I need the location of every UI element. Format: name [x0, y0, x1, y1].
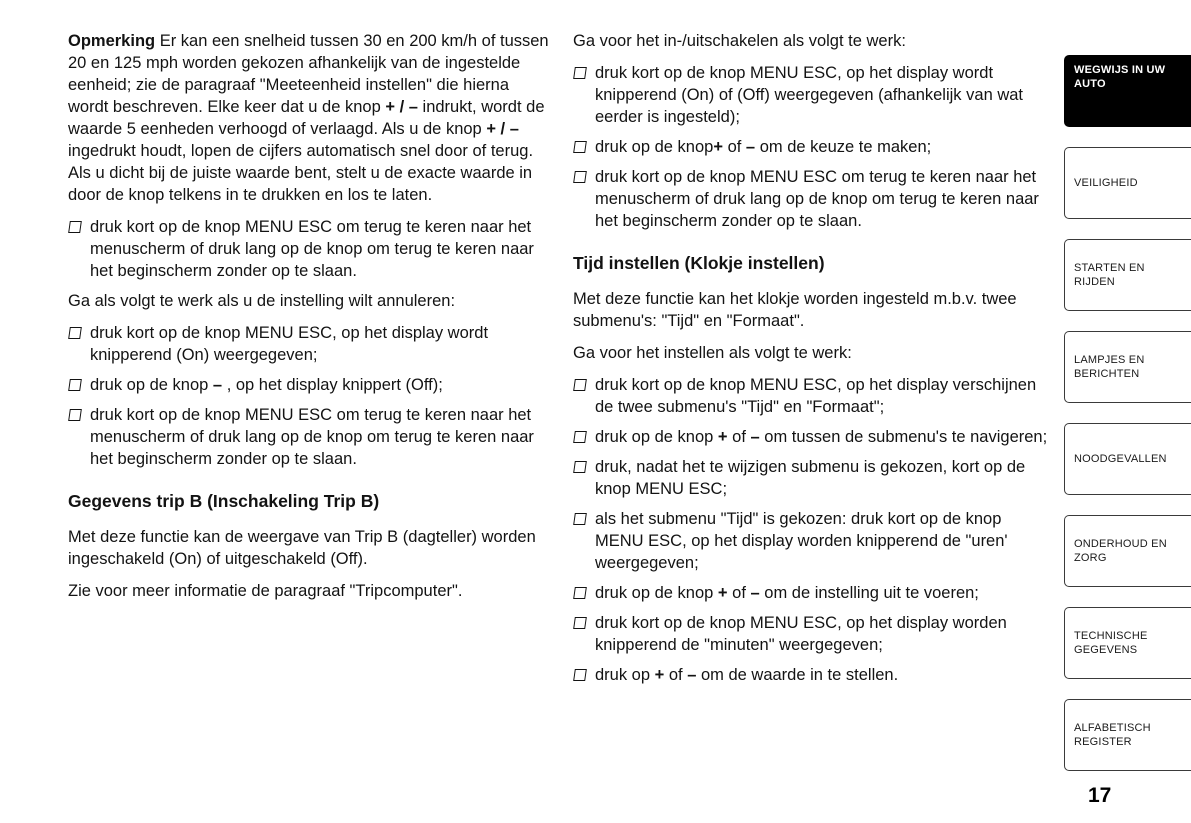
text-segment: + — [717, 428, 728, 446]
sidebar-tab-technische-gegevens[interactable] — [1064, 607, 1191, 679]
text-segment: druk op de knop — [90, 376, 213, 394]
paragraph — [68, 526, 552, 570]
bullet-item — [68, 404, 552, 470]
text-segment: of — [722, 138, 746, 156]
bullet-square-icon — [573, 669, 587, 681]
text-segment: + / – — [486, 120, 519, 138]
bullet-square-icon — [68, 379, 82, 391]
bullet-item — [68, 374, 552, 396]
text-segment: + — [654, 666, 665, 684]
text-segment: Opmerking — [68, 32, 160, 50]
text-segment: Er kan een snelheid tussen 30 en 200 km/h of tussen 20 en 125 mph worden gekozen afhankelijk van de ingestelde eenheid; zie de paragraaf "Meeteenheid instellen" die hierna wordt beschreven. Elke keer dat u de knop — [68, 32, 549, 116]
bullet-text — [90, 374, 552, 396]
text-segment: – — [745, 138, 756, 156]
text-segment: druk kort op de knop MENU ESC om terug te keren naar het menuscherm of druk lang op de knop om terug te keren naar het beginscherm zonder op te slaan. — [90, 406, 534, 468]
text-segment: + — [717, 584, 728, 602]
text-segment: Tijd instellen (Klokje instellen) — [573, 253, 825, 273]
text-segment: – — [212, 376, 223, 394]
text-segment: druk, nadat het te wijzigen submenu is gekozen, kort op de knop MENU ESC; — [595, 458, 1026, 498]
bullet-square-icon — [573, 431, 587, 443]
section-heading — [573, 252, 1051, 274]
bullet-square-icon — [573, 67, 587, 79]
text-segment: + — [713, 138, 723, 156]
bullet-item — [573, 136, 1051, 158]
bullet-square-icon — [573, 587, 587, 599]
text-segment: druk kort op de knop MENU ESC, op het display worden knipperend de "minuten" weergegeven; — [595, 614, 1007, 654]
bullet-text — [90, 216, 552, 282]
bullet-text — [595, 508, 1051, 574]
bullet-square-icon — [573, 379, 587, 391]
text-segment: Met deze functie kan het klokje worden ingesteld m.b.v. twee submenu's: "Tijd" en "Formaat". — [573, 290, 1017, 330]
bullet-text — [595, 456, 1051, 500]
bullet-item — [573, 426, 1051, 448]
text-segment: ingedrukt houdt, lopen de cijfers automatisch snel door of terug. Als u dicht bij de juiste waarde bent, stelt u de exacte waarde in door de knop telkens in te drukken en los te laten. — [68, 142, 534, 204]
bullet-item — [573, 374, 1051, 418]
text-segment: druk op de knop — [595, 428, 718, 446]
bullet-text — [595, 136, 1051, 158]
bullet-text — [90, 404, 552, 470]
bullet-item — [573, 456, 1051, 500]
bullet-item — [573, 166, 1051, 232]
sidebar-tab-label: TECHNISCHE GEGEVENS — [1074, 629, 1148, 656]
bullet-item — [68, 322, 552, 366]
bullet-square-icon — [573, 617, 587, 629]
bullet-text — [595, 664, 1051, 686]
left-column — [68, 30, 552, 612]
text-segment: indrukt, wordt de waarde 5 eenheden verhoogd of verlaagd. Als u de knop — [68, 98, 545, 138]
text-segment: – — [750, 428, 760, 446]
bullet-square-icon — [68, 409, 82, 421]
bullet-item — [573, 62, 1051, 128]
sidebar-tab-label: ALFABETISCH REGISTER — [1074, 721, 1151, 748]
sidebar-tab-veiligheid[interactable] — [1064, 147, 1191, 219]
right-column — [573, 30, 1051, 694]
bullet-square-icon — [68, 221, 82, 233]
paragraph — [68, 30, 552, 206]
text-segment: druk op de knop — [595, 138, 714, 156]
paragraph — [68, 290, 552, 312]
text-segment: druk kort op de knop MENU ESC, op het display verschijnen de twee submenu's "Tijd" en "Formaat"; — [595, 376, 1037, 416]
text-segment: + / – — [385, 98, 418, 116]
sidebar-tab-label: WEGWIJS IN UW AUTO — [1074, 64, 1166, 91]
text-segment: om tussen de submenu's te navigeren; — [759, 428, 1048, 446]
sidebar-tab-label: ONDERHOUD EN ZORG — [1074, 537, 1167, 564]
bullet-item — [68, 216, 552, 282]
bullet-square-icon — [68, 327, 82, 339]
paragraph — [68, 580, 552, 602]
text-segment: druk kort op de knop MENU ESC, op het display wordt knipperend (On) weergegeven; — [90, 324, 489, 364]
text-segment: of — [727, 584, 751, 602]
bullet-text — [595, 426, 1051, 448]
sidebar-tab-starten-en-rijden[interactable] — [1064, 239, 1191, 311]
bullet-item — [573, 582, 1051, 604]
sidebar-tab-onderhoud-en-zorg[interactable] — [1064, 515, 1191, 587]
text-segment: of — [727, 428, 751, 446]
text-segment: , op het display knippert (Off); — [222, 376, 443, 394]
text-segment: om de waarde in te stellen. — [696, 666, 899, 684]
bullet-item — [573, 508, 1051, 574]
sidebar-tab-label: STARTEN EN RIJDEN — [1074, 261, 1145, 288]
bullet-square-icon — [573, 461, 587, 473]
sidebar-tab-label: LAMPJES EN BERICHTEN — [1074, 353, 1145, 380]
text-segment: Ga voor het instellen als volgt te werk: — [573, 344, 852, 362]
section-heading — [68, 490, 552, 512]
text-segment: Gegevens trip B (Inschakeling Trip B) — [68, 491, 380, 511]
text-segment: druk kort op de knop MENU ESC om terug te keren naar het menuscherm of druk lang op de knop om terug te keren naar het beginscherm zonder op te slaan. — [595, 168, 1039, 230]
text-segment: om de instelling uit te voeren; — [759, 584, 979, 602]
text-segment: druk op de knop — [595, 584, 718, 602]
text-segment: Met deze functie kan de weergave van Trip B (dagteller) worden ingeschakeld (On) of uitgeschakeld (Off). — [68, 528, 536, 568]
paragraph — [573, 30, 1051, 52]
bullet-item — [573, 612, 1051, 656]
bullet-square-icon — [573, 171, 587, 183]
sidebar-tab-alfabetisch-register[interactable] — [1064, 699, 1191, 771]
page-number: 17 — [1088, 784, 1112, 807]
text-segment: om de keuze te maken; — [755, 138, 932, 156]
sidebar-tab-label: VEILIGHEID — [1074, 176, 1138, 189]
text-segment: – — [750, 584, 760, 602]
bullet-text — [90, 322, 552, 366]
bullet-text — [595, 612, 1051, 656]
text-segment: Zie voor meer informatie de paragraaf "Tripcomputer". — [68, 582, 463, 600]
sidebar-tab-lampjes-en-berichten[interactable] — [1064, 331, 1191, 403]
text-segment: – — [687, 666, 697, 684]
text-segment: Ga als volgt te werk als u de instelling wilt annuleren: — [68, 292, 456, 310]
bullet-text — [595, 166, 1051, 232]
sidebar-tabs — [1064, 55, 1191, 791]
text-segment: druk op — [595, 666, 655, 684]
bullet-text — [595, 582, 1051, 604]
bullet-text — [595, 62, 1051, 128]
bullet-text — [595, 374, 1051, 418]
text-segment: als het submenu "Tijd" is gekozen: druk kort op de knop MENU ESC, op het display worden knipperend de "uren' weergegeven; — [595, 510, 1008, 572]
sidebar-tab-label: NOODGEVALLEN — [1074, 452, 1167, 465]
paragraph — [573, 288, 1051, 332]
bullet-square-icon — [573, 513, 587, 525]
text-segment: of — [664, 666, 688, 684]
sidebar-tab-wegwijs-in-uw-auto[interactable] — [1064, 55, 1191, 127]
bullet-square-icon — [573, 141, 587, 153]
paragraph — [573, 342, 1051, 364]
text-segment: druk kort op de knop MENU ESC, op het display wordt knipperend (On) of (Off) weergegeven (afhankelijk van wat eerder is ingesteld); — [595, 64, 1024, 126]
text-segment: Ga voor het in-/uitschakelen als volgt te werk: — [573, 32, 906, 50]
bullet-item — [573, 664, 1051, 686]
sidebar-tab-noodgevallen[interactable] — [1064, 423, 1191, 495]
text-segment: druk kort op de knop MENU ESC om terug te keren naar het menuscherm of druk lang op de knop om terug te keren naar het beginscherm zonder op te slaan. — [90, 218, 534, 280]
